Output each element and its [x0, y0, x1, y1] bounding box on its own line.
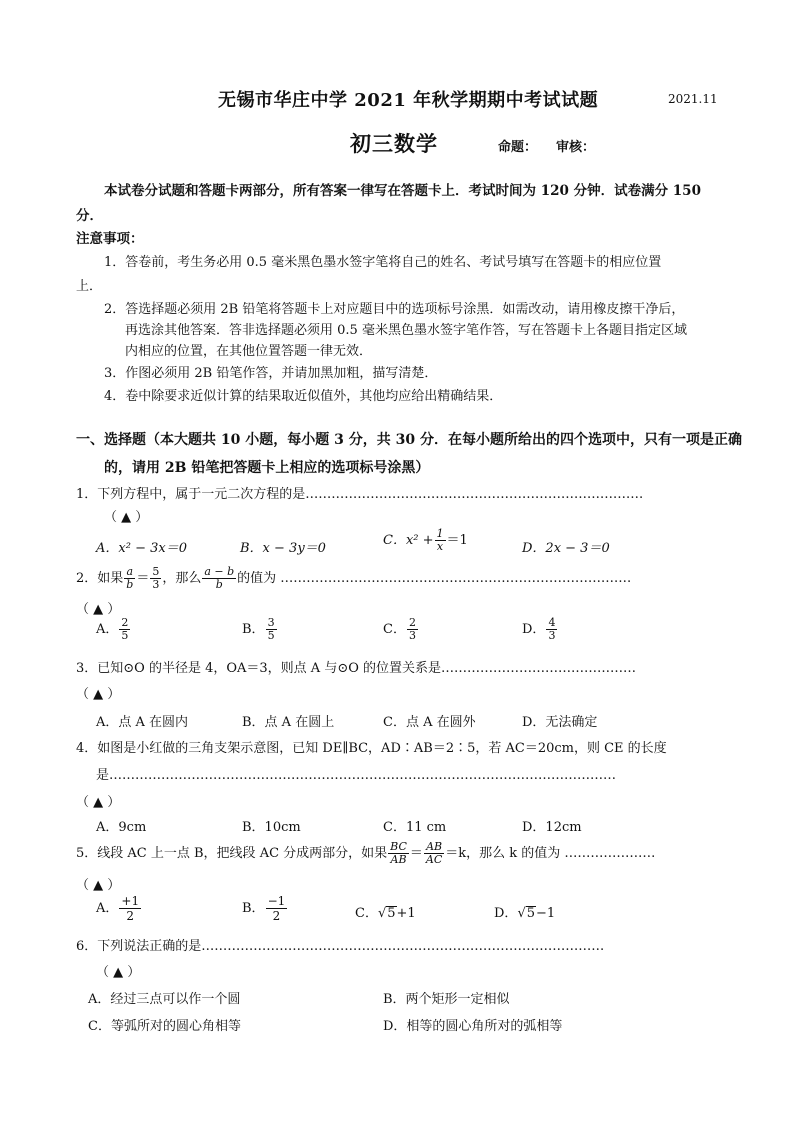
q3-option-b: B．点 A 在圆上	[242, 715, 335, 730]
q2-frac-1	[124, 566, 135, 591]
q5-frac-1	[388, 841, 409, 866]
frac-den: 2	[126, 909, 135, 923]
q2-mid: ，那么	[162, 571, 202, 586]
q2-option-c	[383, 617, 419, 642]
q2-answer-mark: （ ▲ ）	[76, 602, 121, 617]
q1-option-a: A．x² − 3x＝0	[96, 541, 187, 556]
q6-option-b: B．两个矩形一定相似	[383, 992, 510, 1007]
q1-option-c-frac	[435, 528, 446, 553]
frac-den: AB	[390, 853, 407, 866]
frac-den: b	[126, 578, 134, 591]
q2-pre: 2．如果	[76, 571, 124, 586]
q2-option-b-frac	[266, 617, 277, 642]
q2-frac-2	[150, 566, 161, 591]
exam-date: 2021.11	[668, 92, 718, 106]
note-2c: 内相应的位置，在其他位置答题一律无效．	[125, 344, 373, 359]
q4-answer-mark: （ ▲ ）	[76, 795, 121, 810]
q2-option-b	[242, 617, 278, 642]
q2-option-c-frac	[407, 617, 418, 642]
frac-num: 5	[152, 565, 160, 578]
frac-den: 5	[267, 629, 275, 642]
frac-den: 2	[272, 909, 281, 923]
q6-option-a: A．经过三点可以作一个圆	[88, 992, 241, 1007]
q5-option-a	[96, 894, 142, 923]
q3-option-d: D．无法确定	[522, 715, 598, 730]
q5-option-a-frac	[119, 894, 141, 923]
q3-option-c: C．点 A 在圆外	[383, 715, 476, 730]
q5-frac-2	[424, 841, 444, 866]
opt-label: A．	[96, 901, 119, 916]
frac-num: 3	[267, 616, 275, 629]
opt-post: −1	[536, 906, 556, 921]
note-2a: 2．答选择题必须用 2B 铅笔将答题卡上对应题目中的选项标号涂黑．如需改动，请用橡皮擦干净后，	[104, 302, 685, 317]
frac-num: +1	[121, 894, 140, 908]
note-3: 3．作图必须用 2B 铅笔作答，并请加黑加粗，描写清楚．	[104, 366, 438, 381]
q5-option-d: D．√5−1	[494, 906, 556, 921]
q2-frac-3	[202, 566, 236, 591]
reviewer-label: 审核：	[556, 140, 596, 155]
frac-num: 2	[408, 616, 416, 629]
q1-option-b: B．x − 3y＝0	[240, 541, 326, 556]
frac-den: 3	[408, 629, 416, 642]
intro-line-2: 分．	[76, 208, 103, 224]
frac-den: AC	[425, 853, 443, 866]
q5-post: ＝k，那么 k 的值为 …………………	[445, 846, 656, 861]
frac-num: −1	[267, 894, 286, 908]
frac-den: 3	[548, 629, 556, 642]
frac-num: 1	[436, 527, 444, 540]
q3-option-a: A．点 A 在圆内	[96, 715, 189, 730]
q2-option-d	[522, 617, 558, 642]
q4-option-b: B．10cm	[242, 820, 301, 835]
q6-stem: 6．下列说法正确的是…………………………………………………………………………………	[76, 939, 605, 954]
q1-option-d: D．2x − 3＝0	[522, 541, 610, 556]
sqrt-radicand: 5	[387, 906, 396, 921]
author-label: 命题：	[498, 140, 538, 155]
note-4: 4．卷中除要求近似计算的结果取近似值外，其他均应给出精确结果．	[104, 389, 503, 404]
opt-label: C．	[355, 906, 378, 921]
subject-title: 初三数学	[350, 131, 438, 156]
opt-label: A．	[96, 622, 119, 637]
q5-option-b-frac	[266, 894, 288, 923]
q5-option-b	[242, 894, 288, 923]
q4-option-a: A．9cm	[96, 820, 147, 835]
frac-den: 3	[152, 578, 160, 591]
note-2b: 再选涂其他答案．答非选择题必须用 0.5 毫米黑色墨水签字笔作答，写在答题卡上各题目指定区域	[125, 323, 687, 338]
opt-label: B．	[242, 901, 265, 916]
frac-num: a	[124, 566, 135, 579]
q4-option-d: D．12cm	[522, 820, 582, 835]
q2-option-a-frac	[119, 617, 130, 642]
q5-option-c: C．√5+1	[355, 906, 416, 921]
q2-post: 的值为 ………………………………………………………………………	[237, 571, 632, 586]
section-1-heading: 一、选择题（本大题共 10 小题，每小题 3 分，共 30 分．在每小题所给出的四个选项中，只有一项是正确	[76, 432, 742, 448]
frac-den: 5	[121, 629, 129, 642]
q5-eq: ＝	[409, 846, 423, 861]
frac-num: 2	[121, 616, 129, 629]
q2-option-a	[96, 617, 131, 642]
frac-num: BC	[390, 840, 407, 853]
exam-title: 无锡市华庄中学 2021 年秋学期期中考试试题	[218, 90, 599, 111]
note-1b: 上．	[76, 279, 103, 294]
q3-answer-mark: （ ▲ ）	[76, 687, 121, 702]
q2-eq: ＝	[136, 571, 150, 586]
frac-num: AB	[424, 841, 444, 854]
q6-answer-mark: （ ▲ ）	[96, 965, 141, 980]
q4-option-c: C．11 cm	[383, 820, 447, 835]
q5-answer-mark: （ ▲ ）	[76, 878, 121, 893]
opt-label: D．	[494, 906, 518, 921]
opt-label: C．	[383, 622, 406, 637]
q1-answer-mark: （ ▲ ）	[104, 510, 149, 525]
q1-stem: 1．下列方程中，属于一元二次方程的是……………………………………………………………………	[76, 487, 644, 502]
note-1a: 1．答卷前，考生务必用 0.5 毫米黑色墨水签字笔将自己的姓名、考试号填写在答题卡的相应位置	[104, 255, 662, 270]
q3-stem: 3．已知⊙O 的半径是 4，OA＝3，则点 A 与⊙O 的位置关系是………………………………………	[76, 661, 637, 676]
q1-option-c	[383, 528, 468, 553]
intro-line-1: 本试卷分试题和答题卡两部分，所有答案一律写在答题卡上．考试时间为 120 分钟．试卷满分 150	[104, 183, 701, 199]
sqrt-radicand: 5	[526, 906, 536, 921]
q4-stem: 4．如图是小红做的三角支架示意图，已知 DE∥BC，AD∶AB＝2∶5，若 AC＝20cm，则 CE 的长度	[76, 741, 667, 756]
frac-den: x	[436, 540, 444, 553]
opt-label: B．	[242, 622, 265, 637]
q4-stem-cont: 是………………………………………………………………………………………………………	[96, 768, 616, 783]
q5-pre: 5．线段 AC 上一点 B，把线段 AC 分成两部分，如果	[76, 846, 388, 861]
notes-heading: 注意事项：	[76, 231, 144, 247]
q5-stem	[76, 841, 655, 866]
opt-post: +1	[396, 906, 416, 921]
frac-den: b	[215, 578, 223, 591]
section-1-heading-cont: 的，请用 2B 铅笔把答题卡上相应的选项标号涂黑）	[104, 460, 430, 476]
frac-num: 4	[548, 616, 556, 629]
frac-num: a − b	[204, 565, 235, 578]
q2-stem	[76, 566, 631, 591]
opt-label: D．	[522, 622, 546, 637]
q6-option-c: C．等弧所对的圆心角相等	[88, 1019, 241, 1034]
q1-option-c-post: ＝1	[446, 533, 468, 548]
q1-option-c-pre: C．x² +	[383, 533, 434, 548]
q2-option-d-frac	[546, 617, 557, 642]
q6-option-d: D．相等的圆心角所对的弧相等	[383, 1019, 563, 1034]
